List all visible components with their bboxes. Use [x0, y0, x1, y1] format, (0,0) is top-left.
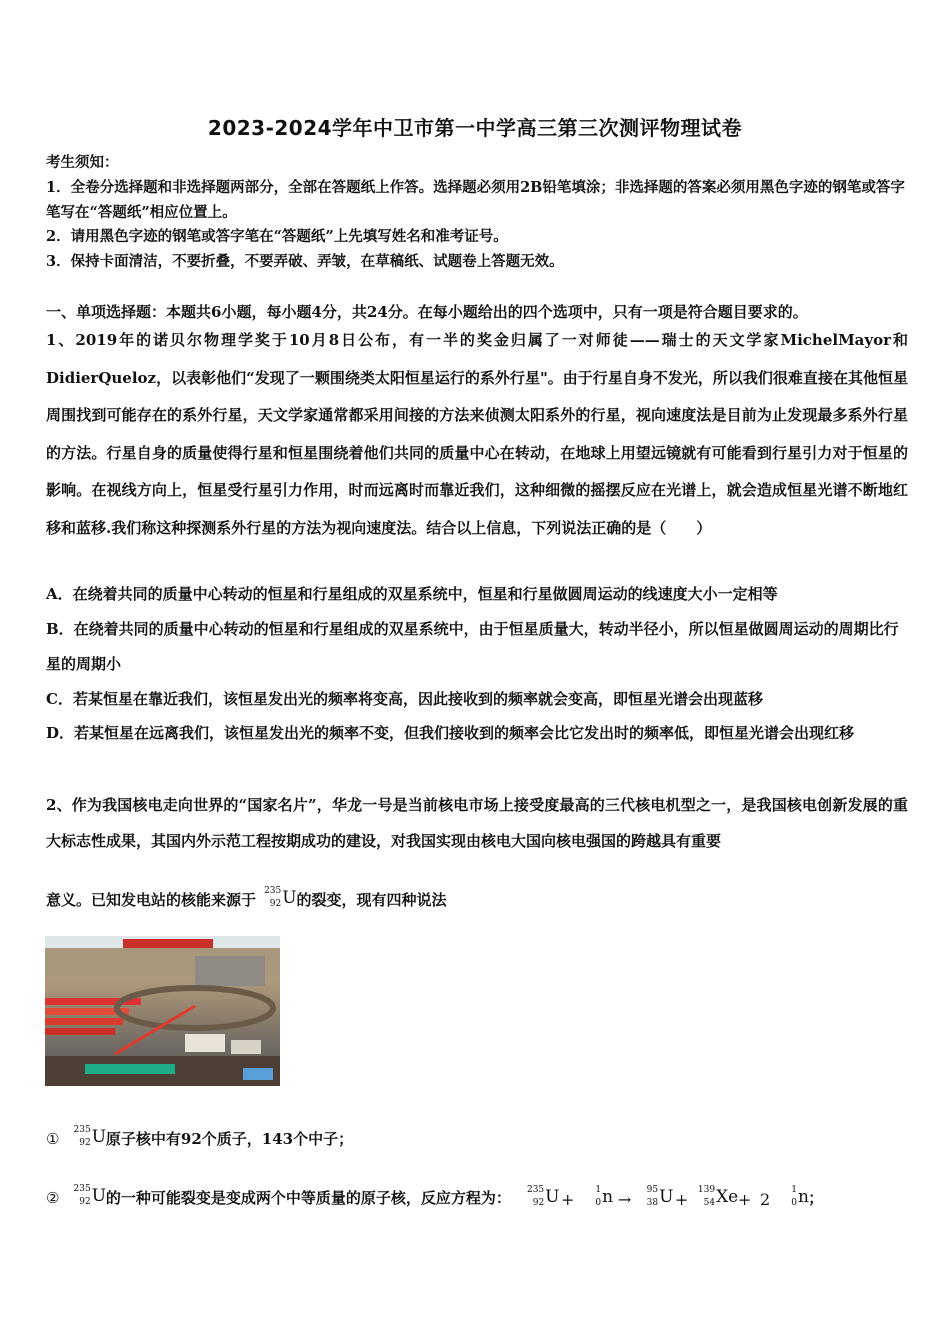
element-symbol: U	[545, 1186, 560, 1207]
product-nuclide-1	[638, 1184, 674, 1215]
atomic-number: 38	[646, 1197, 659, 1208]
question-2-stem: 2、作为我国核电走向世界的“国家名片”，华龙一号是当前核电市场上接受度最高的三代核电机型之一，是我国核电创新发展的重大标志性成果，其国内外示范工程按期成功的建设，对我国实现由核电大国向核电强国的跨越具有重要	[46, 796, 908, 850]
question-1-option-b[interactable]: B．在绕着共同的质量中心转动的恒星和行星组成的双星系统中，由于恒星质量大，转动半径小，所以恒星做圆周运动的周期比行星的周期小	[46, 620, 899, 673]
atomic-number: 92	[79, 1138, 91, 1148]
photo-illustration	[45, 936, 280, 1086]
stem-tail-before: 意义。已知发电站的核能来源于	[46, 891, 257, 909]
uranium-235-nuclide	[71, 1184, 107, 1214]
uranium-235-nuclide	[261, 886, 297, 916]
atomic-number: 92	[79, 1197, 91, 1207]
mass-number: 235	[264, 886, 282, 896]
mass-number: 235	[526, 1184, 545, 1195]
page-title: 2023-2024学年中卫市第一中学高三第三次测评物理试卷	[207, 116, 743, 140]
mass-number: 1	[791, 1184, 798, 1195]
mass-number: 235	[73, 1125, 91, 1135]
atomic-number: 92	[532, 1197, 545, 1208]
nuclear-plant-construction-photo	[45, 936, 280, 1086]
stem-tail-after: 的裂变，现有四种说法	[296, 891, 447, 909]
notice-item-2: 2．请用黑色字迹的钢笔或答字笔在“答题纸”上先填写姓名和准考证号。	[46, 228, 508, 245]
question-1-option-d[interactable]: D．若某恒星在远离我们，该恒星发出光的频率不变，但我们接收到的频率会比它发出时的频率低，即恒星光谱会出现红移	[46, 724, 855, 742]
element-symbol: U	[91, 1186, 107, 1206]
mass-number: 139	[697, 1184, 716, 1195]
neutron-nuclide	[777, 1184, 809, 1215]
statement-text: 的一种可能裂变是变成两个中等质量的原子核，反应方程为：	[105, 1189, 511, 1207]
atomic-number: 54	[703, 1197, 716, 1208]
element-symbol: U	[91, 1127, 107, 1147]
atomic-number: 92	[269, 899, 282, 909]
xenon-nuclide	[695, 1184, 739, 1215]
statement-marker: ①	[46, 1130, 60, 1148]
element-symbol: U	[659, 1186, 674, 1207]
plus-sign: +	[674, 1189, 689, 1209]
plus-sign: +	[737, 1189, 752, 1209]
element-symbol: U	[282, 888, 297, 908]
statement-end: ；	[808, 1189, 824, 1207]
element-symbol: n	[798, 1186, 809, 1207]
plus-sign: +	[560, 1189, 575, 1209]
atomic-number: 0	[791, 1197, 798, 1208]
element-symbol: Xe	[716, 1186, 739, 1207]
notice-heading: 考生须知：	[46, 154, 119, 171]
neutron-nuclide	[581, 1184, 614, 1215]
section-heading: 一、单项选择题：本题共6小题，每小题4分，共24分。在每小题给出的四个选项中，只有一项是符合题目要求的。	[46, 303, 808, 321]
element-symbol: n	[602, 1186, 614, 1207]
uranium-235-nuclide	[524, 1184, 560, 1215]
notice-item-1: 1．全卷分选择题和非选择题两部分，全部在答题纸上作答。选择题必须用2B铅笔填涂；非选择题的答案必须用黑色字迹的钢笔或答字笔写在“答题纸”相应位置上。	[46, 179, 905, 221]
question-1-option-a[interactable]: A．在绕着共同的质量中心转动的恒星和行星组成的双星系统中，恒星和行星做圆周运动的线速度大小一定相等	[46, 585, 778, 603]
arrow-sign: →	[617, 1189, 632, 1209]
mass-number: 1	[595, 1184, 602, 1195]
fission-equation	[524, 1184, 809, 1215]
notice-item-3: 3．保持卡面清洁，不要折叠，不要弄破、弄皱，在草稿纸、试题卷上答题无效。	[46, 253, 564, 270]
question-1-stem: 1、2019年的诺贝尔物理学奖于10月8日公布，有一半的奖金归属了一对师徒——瑞士的天文学家MichelMayor和DidierQueloz，以表彰他们“发现了一颗围绕类太阳恒星运行的系外行星"。由于行星自身不发光，所以我们很难直接在其他恒星周围找到可能存在的系外行星，天文学家通常都采用间接的方法来侦测太阳系外的行星，视向速度法是目前为止发现最多系外行星的方法。行星自身的质量使得行星和恒星围绕着他们共同的质量中心在转动，在地球上用望远镜就有可能看到行星引力对于恒星的影响。在视线方向上，恒星受行星引力作用，时而远离时而靠近我们，这种细微的摇摆反应在光谱上，就会造成恒星光谱不断地红移和蓝移.我们称这种探测系外行星的方法为视向速度法。结合以上信息，下列说法正确的是（ ）	[46, 331, 908, 537]
mass-number: 235	[73, 1184, 91, 1194]
mass-number: 95	[646, 1184, 659, 1195]
uranium-235-nuclide	[71, 1125, 107, 1155]
statement-text: 原子核中有92个质子，143个中子；	[105, 1130, 354, 1148]
question-1-option-c[interactable]: C．若某恒星在靠近我们，该恒星发出光的频率将变高，因此接收到的频率就会变高，即恒星光谱会出现蓝移	[46, 690, 763, 708]
question-2-statement-1	[46, 1124, 353, 1155]
statement-marker: ②	[46, 1189, 60, 1207]
neutron-coefficient: 2	[760, 1189, 771, 1209]
atomic-number: 0	[595, 1197, 602, 1208]
question-2-stem-tail	[46, 880, 447, 920]
question-2-statement-2	[46, 1183, 823, 1215]
